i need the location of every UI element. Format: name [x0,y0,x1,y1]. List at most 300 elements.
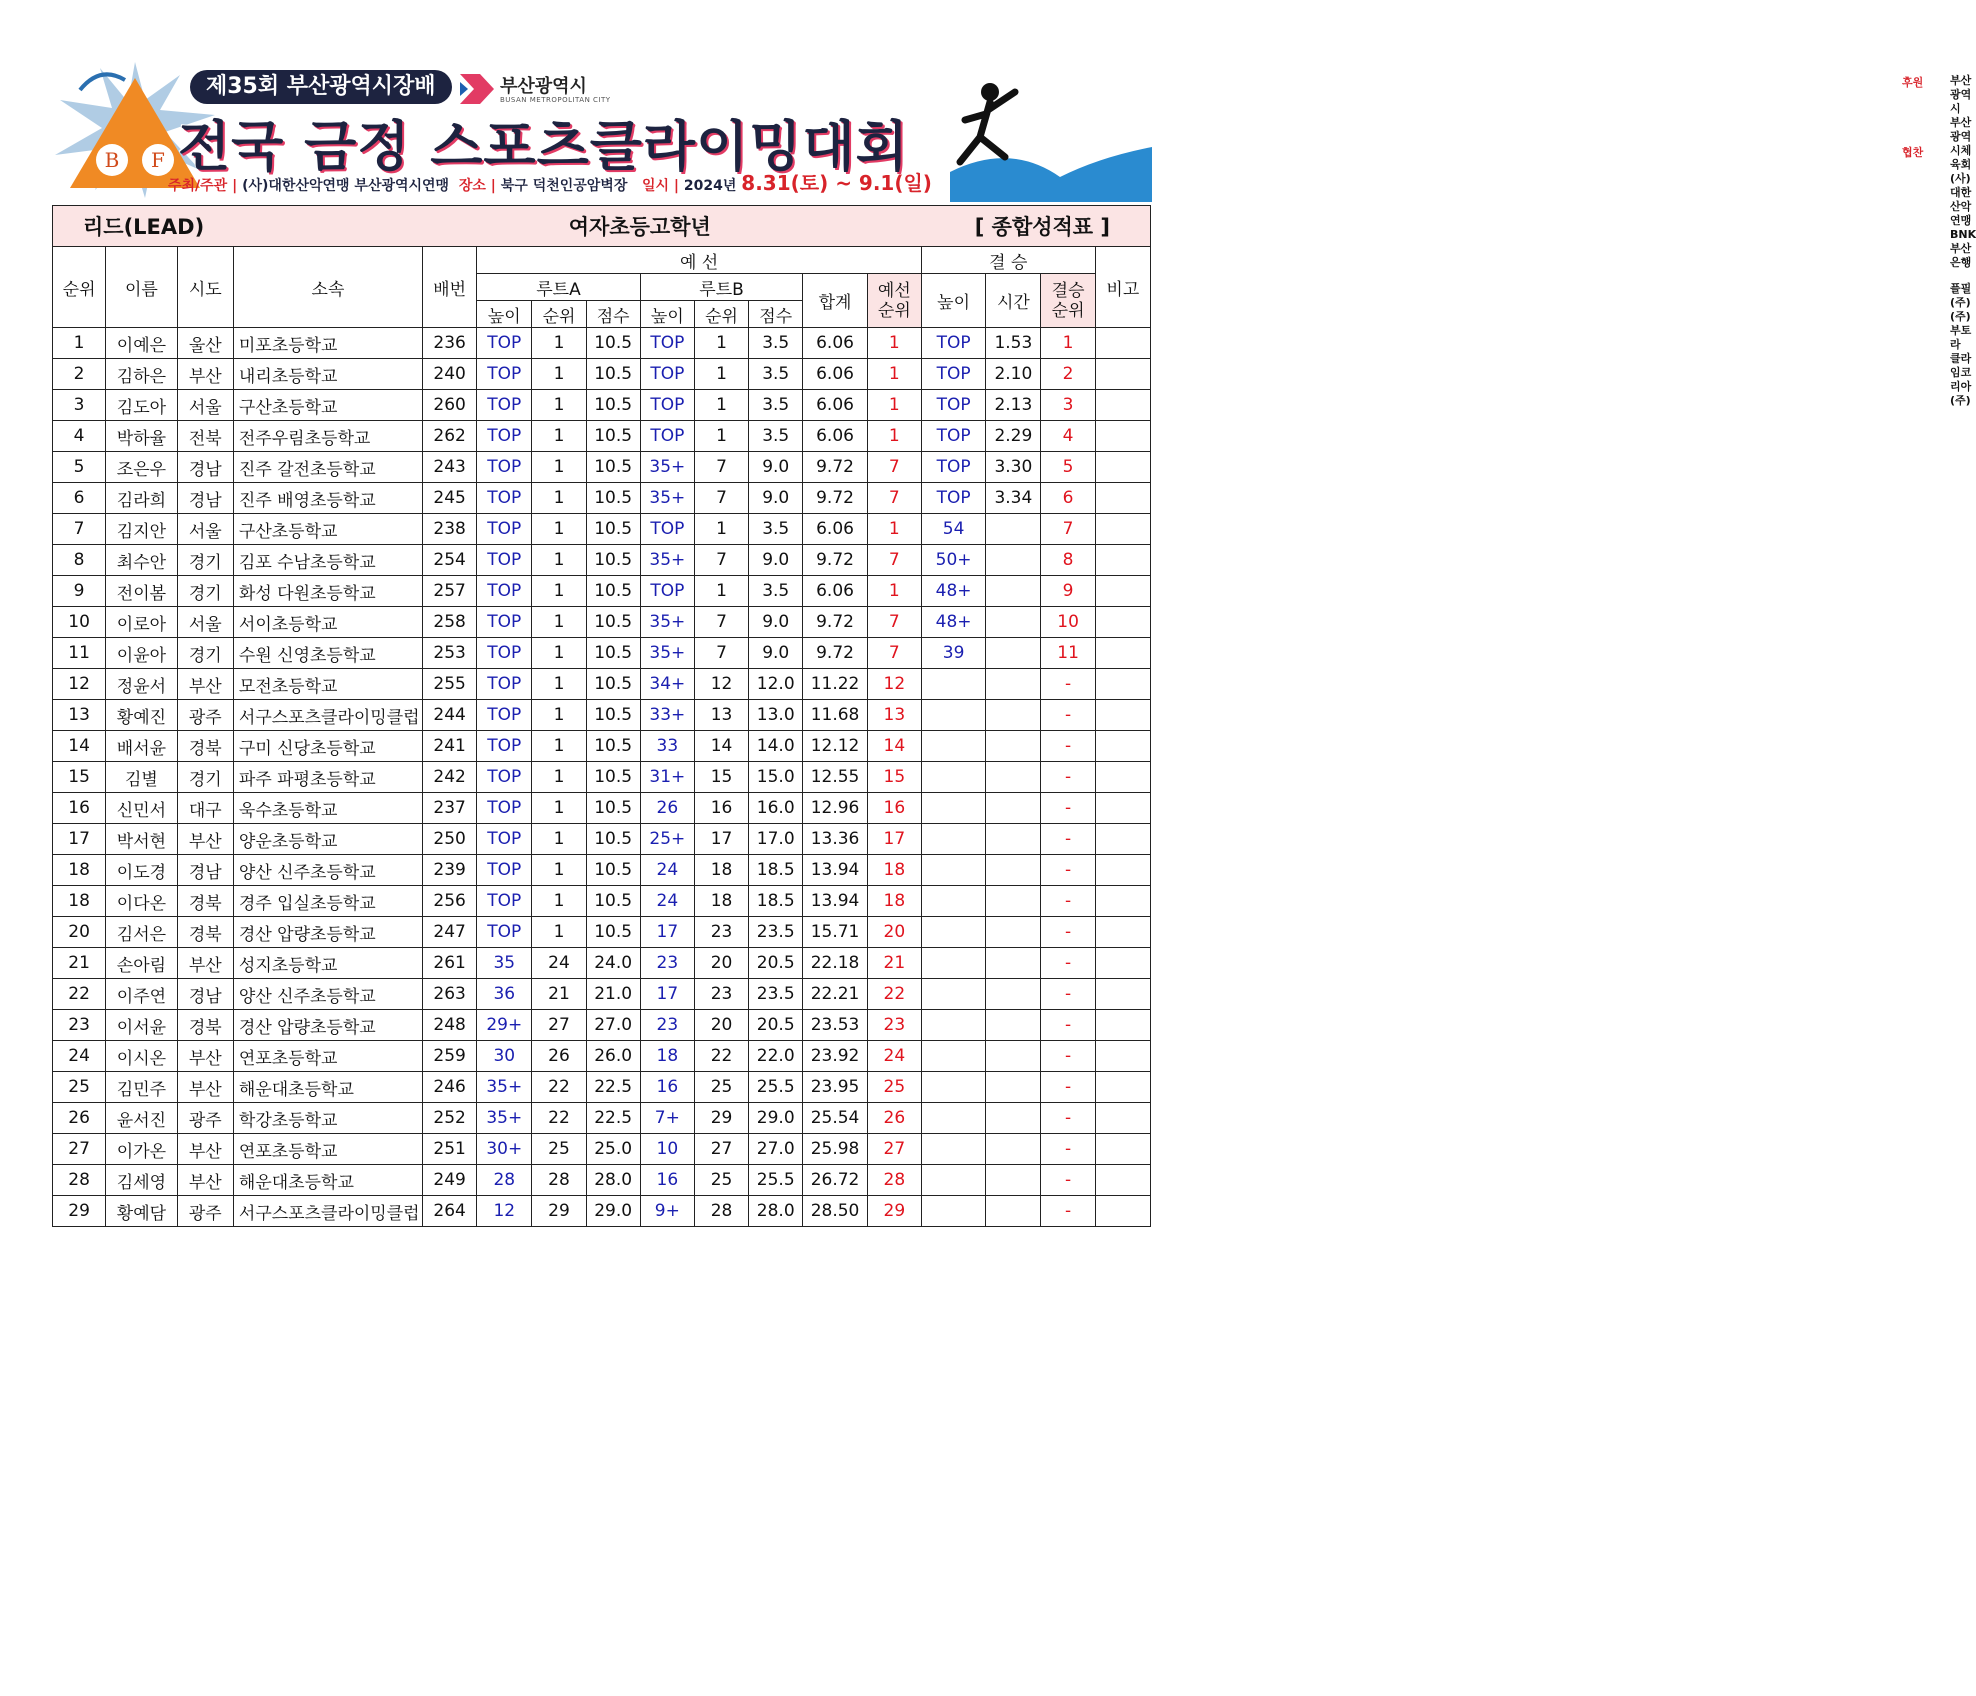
cell-total: 11.68 [803,700,867,731]
cell-a-height: 30+ [477,1134,532,1165]
cell-b-height: 26 [640,793,694,824]
cell-total: 11.22 [803,669,867,700]
cell-f-time: 3.30 [986,452,1041,483]
cell-total: 6.06 [803,576,867,607]
cell-affiliation: 경산 압량초등학교 [233,917,422,948]
cell-rank: 17 [53,824,106,855]
col-b-rank: 순위 [694,301,748,328]
sponsor-item: BNK부산은행 [1950,228,1976,269]
cell-b-height: 16 [640,1165,694,1196]
cell-f-time [986,886,1041,917]
cell-rank: 22 [53,979,106,1010]
cell-b-score: 25.5 [749,1072,803,1103]
cell-a-height: TOP [477,855,532,886]
cell-name: 김하은 [106,359,178,390]
cell-f-time [986,762,1041,793]
cell-name: 이윤아 [106,638,178,669]
cell-a-height: 30 [477,1041,532,1072]
table-row [53,1041,1151,1072]
cell-f-height [921,1041,985,1072]
cell-rank: 9 [53,576,106,607]
cell-f-height [921,979,985,1010]
cell-f-time [986,669,1041,700]
cell-bib: 264 [423,1196,477,1227]
cell-note [1095,1072,1150,1103]
cell-b-height: 17 [640,979,694,1010]
cell-a-score: 21.0 [586,979,640,1010]
cell-b-rank: 18 [694,886,748,917]
table-row [53,607,1151,638]
cell-qual-rank: 1 [867,390,921,421]
cell-a-score: 10.5 [586,824,640,855]
cell-name: 김서은 [106,917,178,948]
cell-qual-rank: 7 [867,483,921,514]
cell-note [1095,917,1150,948]
cell-b-height: TOP [640,390,694,421]
cell-total: 12.55 [803,762,867,793]
logo-letter-b: B [104,148,120,172]
cell-total: 9.72 [803,607,867,638]
cell-a-score: 24.0 [586,948,640,979]
cell-bib: 260 [423,390,477,421]
cell-a-score: 10.5 [586,359,640,390]
cell-a-height: TOP [477,514,532,545]
cell-b-score: 18.5 [749,886,803,917]
col-final-height: 높이 [921,274,985,328]
table-row [53,731,1151,762]
cell-region: 전북 [177,421,233,452]
cell-total: 28.50 [803,1196,867,1227]
cell-total: 6.06 [803,328,867,359]
col-rank: 순위 [53,247,106,328]
cell-bib: 257 [423,576,477,607]
cell-rank: 10 [53,607,106,638]
cell-f-rank: 2 [1041,359,1095,390]
cooperator-item: (주)부토라 [1950,310,1972,351]
cell-affiliation: 내리초등학교 [233,359,422,390]
cell-a-score: 10.5 [586,669,640,700]
cell-b-score: 15.0 [749,762,803,793]
cell-a-height: TOP [477,576,532,607]
cell-total: 12.96 [803,793,867,824]
cell-f-height [921,824,985,855]
cell-a-height: TOP [477,824,532,855]
cell-b-height: 35+ [640,545,694,576]
cell-b-rank: 22 [694,1041,748,1072]
table-row [53,452,1151,483]
cell-bib: 250 [423,824,477,855]
cell-a-score: 10.5 [586,917,640,948]
cell-rank: 6 [53,483,106,514]
cell-region: 부산 [177,948,233,979]
cell-f-time [986,1072,1041,1103]
cell-region: 경기 [177,638,233,669]
cell-a-rank: 1 [532,762,586,793]
cell-a-rank: 1 [532,700,586,731]
cell-f-rank: - [1041,762,1095,793]
cell-a-rank: 1 [532,328,586,359]
cell-b-score: 9.0 [749,452,803,483]
cell-a-height: 35+ [477,1103,532,1134]
cell-region: 광주 [177,1103,233,1134]
cell-name: 이로아 [106,607,178,638]
cell-f-height [921,1072,985,1103]
cell-total: 23.53 [803,1010,867,1041]
cell-name: 조은우 [106,452,178,483]
table-row [53,700,1151,731]
cell-a-score: 22.5 [586,1072,640,1103]
cell-region: 경기 [177,576,233,607]
cell-qual-rank: 17 [867,824,921,855]
cell-f-height [921,762,985,793]
cell-total: 6.06 [803,359,867,390]
cell-qual-rank: 16 [867,793,921,824]
table-row [53,948,1151,979]
col-final-rank: 결승 순위 [1041,274,1095,328]
cell-rank: 21 [53,948,106,979]
cell-total: 25.54 [803,1103,867,1134]
cell-a-rank: 1 [532,669,586,700]
cell-rank: 13 [53,700,106,731]
cell-a-score: 27.0 [586,1010,640,1041]
col-b-height: 높이 [640,301,694,328]
cell-f-height [921,669,985,700]
cell-b-score: 20.5 [749,1010,803,1041]
cell-note [1095,948,1150,979]
cell-affiliation: 서구스포츠클라이밍클럽 [233,1196,422,1227]
table-row [53,762,1151,793]
table-row [53,1010,1151,1041]
cell-affiliation: 성지초등학교 [233,948,422,979]
cell-b-rank: 15 [694,762,748,793]
cell-b-score: 23.5 [749,917,803,948]
cell-affiliation: 구산초등학교 [233,514,422,545]
cell-bib: 243 [423,452,477,483]
venue: 북구 덕천인공암벽장 [500,178,628,194]
cell-a-rank: 1 [532,917,586,948]
cell-a-score: 10.5 [586,576,640,607]
cell-b-rank: 25 [694,1165,748,1196]
cell-rank: 20 [53,917,106,948]
cell-f-time [986,1196,1041,1227]
cell-b-height: 24 [640,886,694,917]
cell-name: 박하율 [106,421,178,452]
cell-total: 23.95 [803,1072,867,1103]
cell-a-height: TOP [477,328,532,359]
cell-bib: 246 [423,1072,477,1103]
cell-b-rank: 1 [694,576,748,607]
cell-qual-rank: 15 [867,762,921,793]
cell-f-height [921,948,985,979]
cell-note [1095,1041,1150,1072]
cell-total: 6.06 [803,390,867,421]
table-row [53,1134,1151,1165]
cell-rank: 2 [53,359,106,390]
cell-f-time: 2.29 [986,421,1041,452]
col-time: 시간 [986,274,1041,328]
cell-a-height: TOP [477,452,532,483]
cell-rank: 12 [53,669,106,700]
cell-b-score: 3.5 [749,514,803,545]
cell-bib: 241 [423,731,477,762]
cell-qual-rank: 14 [867,731,921,762]
cell-affiliation: 전주우림초등학교 [233,421,422,452]
table-row [53,328,1151,359]
cell-region: 경남 [177,483,233,514]
cell-qual-rank: 28 [867,1165,921,1196]
cell-qual-rank: 13 [867,700,921,731]
cell-b-rank: 1 [694,390,748,421]
cell-region: 경기 [177,762,233,793]
cell-affiliation: 경산 압량초등학교 [233,1010,422,1041]
table-row [53,1072,1151,1103]
col-qual-rank: 예선 순위 [867,274,921,328]
cell-f-rank: - [1041,1196,1095,1227]
cell-name: 이가온 [106,1134,178,1165]
cup-badge: 제35회 부산광역시장배 [190,70,452,104]
table-row [53,917,1151,948]
col-a-height: 높이 [477,301,532,328]
cell-b-score: 3.5 [749,576,803,607]
table-row [53,576,1151,607]
cell-note [1095,483,1150,514]
cell-a-score: 10.5 [586,514,640,545]
cell-qual-rank: 25 [867,1072,921,1103]
cell-affiliation: 학강초등학교 [233,1103,422,1134]
cell-note [1095,731,1150,762]
cell-a-rank: 1 [532,731,586,762]
cell-region: 부산 [177,824,233,855]
cell-a-height: TOP [477,700,532,731]
table-title-row [53,206,1151,247]
cell-f-rank: 4 [1041,421,1095,452]
cell-f-time [986,1010,1041,1041]
cell-a-rank: 22 [532,1103,586,1134]
cell-b-height: 17 [640,917,694,948]
cell-f-rank: 5 [1041,452,1095,483]
cell-a-height: 35+ [477,1072,532,1103]
cell-a-height: TOP [477,607,532,638]
cell-affiliation: 미포초등학교 [233,328,422,359]
cell-b-height: 25+ [640,824,694,855]
cell-f-time [986,545,1041,576]
cell-a-rank: 21 [532,979,586,1010]
cell-total: 22.21 [803,979,867,1010]
cell-a-score: 10.5 [586,607,640,638]
cell-b-score: 17.0 [749,824,803,855]
cell-f-time [986,979,1041,1010]
cell-f-height: TOP [921,421,985,452]
cell-f-height: 48+ [921,607,985,638]
cell-b-score: 13.0 [749,700,803,731]
cell-affiliation: 연포초등학교 [233,1041,422,1072]
cell-b-rank: 7 [694,452,748,483]
cell-b-height: 35+ [640,483,694,514]
cell-total: 23.92 [803,1041,867,1072]
cell-b-score: 27.0 [749,1134,803,1165]
cell-f-rank: - [1041,1103,1095,1134]
cell-f-rank: 1 [1041,328,1095,359]
cell-f-height: 54 [921,514,985,545]
cell-a-score: 10.5 [586,545,640,576]
col-note: 비고 [1095,247,1150,328]
cell-b-height: TOP [640,576,694,607]
cell-b-height: 7+ [640,1103,694,1134]
cell-a-rank: 1 [532,452,586,483]
cell-a-score: 25.0 [586,1134,640,1165]
cell-region: 경남 [177,855,233,886]
cell-f-rank: - [1041,793,1095,824]
cell-name: 김민주 [106,1072,178,1103]
cell-a-height: TOP [477,483,532,514]
cell-qual-rank: 22 [867,979,921,1010]
cell-region: 경남 [177,979,233,1010]
cell-region: 부산 [177,669,233,700]
cell-region: 대구 [177,793,233,824]
cell-b-score: 3.5 [749,421,803,452]
cell-name: 손아림 [106,948,178,979]
cell-a-height: TOP [477,731,532,762]
cell-b-score: 20.5 [749,948,803,979]
cell-b-height: 31+ [640,762,694,793]
cell-f-rank: - [1041,886,1095,917]
cell-a-score: 10.5 [586,886,640,917]
cell-b-rank: 28 [694,1196,748,1227]
cell-a-height: TOP [477,793,532,824]
cell-b-height: 34+ [640,669,694,700]
cell-name: 배서윤 [106,731,178,762]
cell-bib: 254 [423,545,477,576]
cell-a-score: 10.5 [586,762,640,793]
cell-a-score: 10.5 [586,483,640,514]
table-row [53,638,1151,669]
sponsor-list [1902,74,1976,408]
cell-rank: 3 [53,390,106,421]
cell-region: 부산 [177,1072,233,1103]
results-body [53,328,1151,1227]
cell-f-rank: 11 [1041,638,1095,669]
cell-name: 이도경 [106,855,178,886]
cell-f-time [986,576,1041,607]
cell-a-score: 26.0 [586,1041,640,1072]
cell-rank: 18 [53,855,106,886]
cell-name: 김별 [106,762,178,793]
cell-a-score: 10.5 [586,390,640,421]
cell-name: 신민서 [106,793,178,824]
cell-affiliation: 연포초등학교 [233,1134,422,1165]
cell-note [1095,1010,1150,1041]
cell-f-time [986,917,1041,948]
cell-affiliation: 양산 신주초등학교 [233,855,422,886]
cell-f-rank: - [1041,1165,1095,1196]
cell-f-time [986,793,1041,824]
cell-f-time [986,1165,1041,1196]
table-row [53,514,1151,545]
cell-affiliation: 해운대초등학교 [233,1165,422,1196]
cell-note [1095,1165,1150,1196]
cell-bib: 251 [423,1134,477,1165]
cell-f-rank: 8 [1041,545,1095,576]
cell-a-height: TOP [477,421,532,452]
cell-f-height: 39 [921,638,985,669]
cell-a-rank: 1 [532,514,586,545]
cell-b-rank: 17 [694,824,748,855]
cell-bib: 256 [423,886,477,917]
cell-b-rank: 16 [694,793,748,824]
table-row [53,1165,1151,1196]
cell-qual-rank: 18 [867,855,921,886]
cell-b-score: 3.5 [749,328,803,359]
cell-b-height: 10 [640,1134,694,1165]
cell-qual-rank: 7 [867,545,921,576]
cell-b-score: 3.5 [749,359,803,390]
cell-name: 이시온 [106,1041,178,1072]
cell-region: 경북 [177,1010,233,1041]
cell-b-rank: 7 [694,483,748,514]
header-row-1 [53,247,1151,274]
cell-total: 22.18 [803,948,867,979]
table-row [53,1196,1151,1227]
cell-note [1095,390,1150,421]
cell-a-height: TOP [477,545,532,576]
cell-b-rank: 1 [694,514,748,545]
cell-note [1095,762,1150,793]
cell-f-height [921,1165,985,1196]
cell-rank: 18 [53,886,106,917]
cell-a-height: 36 [477,979,532,1010]
cell-region: 경북 [177,731,233,762]
cell-total: 25.98 [803,1134,867,1165]
cell-a-height: 12 [477,1196,532,1227]
cell-note [1095,638,1150,669]
table-row [53,359,1151,390]
cell-a-rank: 1 [532,421,586,452]
cell-b-rank: 12 [694,669,748,700]
cell-b-rank: 14 [694,731,748,762]
cell-rank: 16 [53,793,106,824]
cell-note [1095,700,1150,731]
cell-bib: 248 [423,1010,477,1041]
cell-a-rank: 27 [532,1010,586,1041]
cooperation-label: 협찬 [1902,146,1924,159]
cell-a-rank: 25 [532,1134,586,1165]
cell-b-rank: 7 [694,607,748,638]
cell-f-height [921,855,985,886]
cell-b-height: TOP [640,421,694,452]
cell-note [1095,855,1150,886]
cell-qual-rank: 1 [867,421,921,452]
cell-a-score: 10.5 [586,328,640,359]
cell-affiliation: 양운초등학교 [233,824,422,855]
cell-rank: 15 [53,762,106,793]
cell-qual-rank: 26 [867,1103,921,1134]
cell-rank: 1 [53,328,106,359]
cell-f-rank: - [1041,1134,1095,1165]
cell-f-height: 50+ [921,545,985,576]
cell-total: 13.94 [803,855,867,886]
cell-f-height: TOP [921,328,985,359]
cell-note [1095,979,1150,1010]
results-table [52,205,1151,1227]
table-row [53,390,1151,421]
cell-a-score: 28.0 [586,1165,640,1196]
cell-b-rank: 20 [694,1010,748,1041]
cell-b-rank: 29 [694,1103,748,1134]
cell-note [1095,607,1150,638]
cell-b-score: 22.0 [749,1041,803,1072]
cell-name: 김도아 [106,390,178,421]
cell-b-height: 35+ [640,607,694,638]
